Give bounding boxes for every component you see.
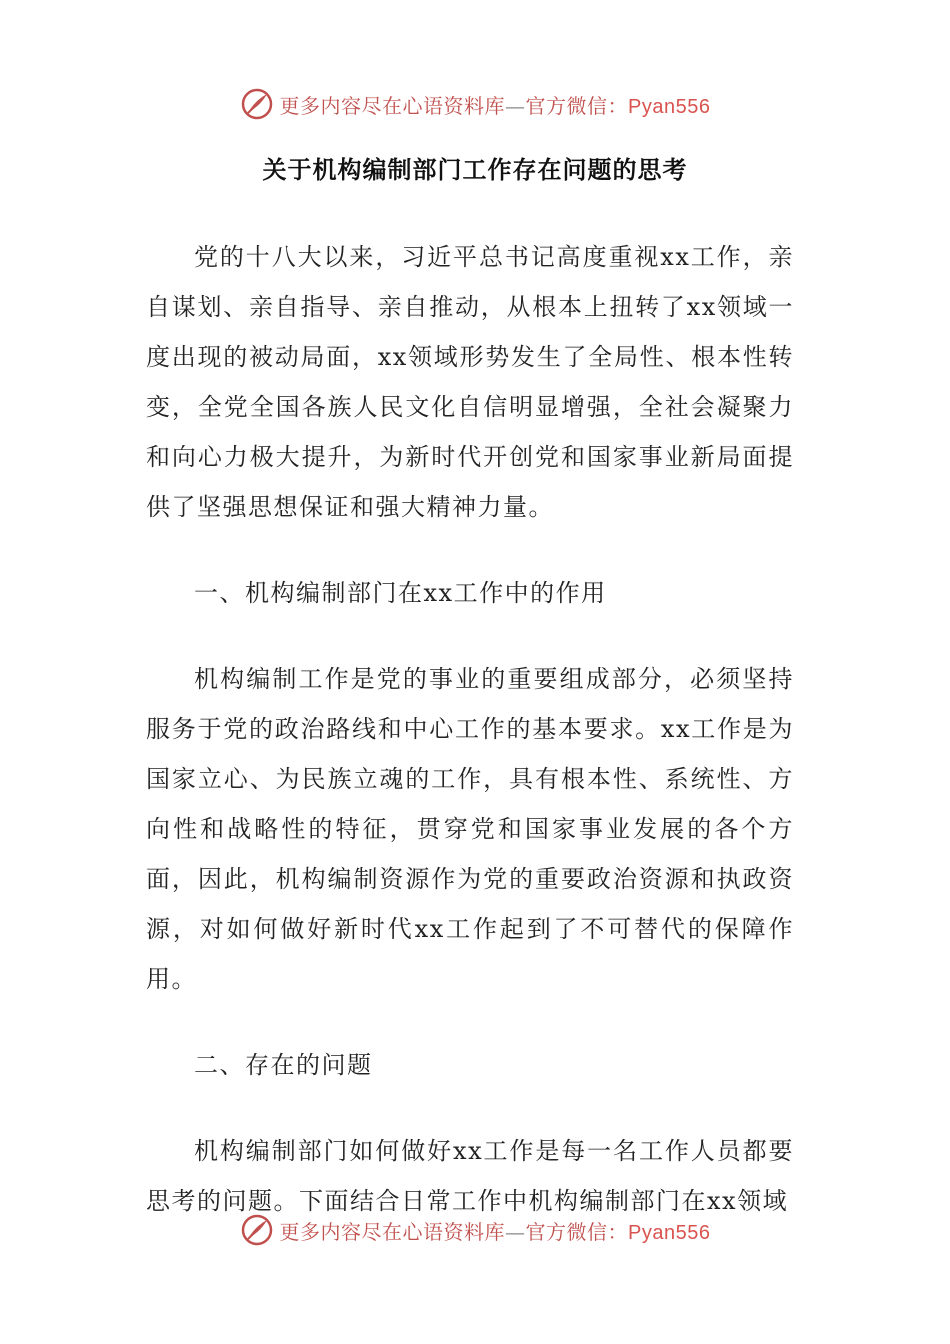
document-body bbox=[146, 232, 794, 1226]
document-title: 关于机构编制部门工作存在问题的思考 bbox=[262, 155, 688, 184]
watermark-handle: Pyan556 bbox=[628, 1221, 711, 1244]
section-heading-1: 一、机构编制部门在xx工作中的作用 bbox=[194, 579, 607, 607]
paragraph-role: 机构编制工作是党的事业的重要组成部分，必须坚持服务于党的政治路线和中心工作的基本要求。xx工作是为国家立心、为民族立魂的工作，具有根本性、系统性、方向性和战略性的特征，贯穿党和国家事业发展的各个方面，因此，机构编制资源作为党的重要政治资源和执政资源，对如何做好新时代xx工作起到了不可替代的保障作用。 bbox=[146, 665, 794, 993]
section-heading-2: 二、存在的问题 bbox=[194, 1051, 373, 1079]
watermark-handle: Pyan556 bbox=[628, 95, 711, 118]
paragraph-intro: 党的十八大以来，习近平总书记高度重视xx工作，亲自谋划、亲自指导、亲自推动，从根本上扭转了xx领域一度出现的被动局面，xx领域形势发生了全局性、根本性转变，全党全国各族人民文化自信明显增强，全社会凝聚力和向心力极大提升，为新时代开创党和国家事业新局面提供了坚强思想保证和强大精神力量。 bbox=[146, 243, 794, 521]
watermark-banner-bottom bbox=[0, 1210, 950, 1250]
watermark-text: 更多内容尽在心语资料库—官方微信：Pyan556 bbox=[279, 1219, 711, 1244]
watermark-text: 更多内容尽在心语资料库—官方微信：Pyan556 bbox=[279, 93, 711, 118]
watermark-banner-top bbox=[0, 84, 950, 124]
quill-logo-icon bbox=[240, 1213, 274, 1247]
quill-logo-icon bbox=[240, 87, 274, 121]
paragraph-problems: 机构编制部门如何做好xx工作是每一名工作人员都要思考的问题。下面结合日常工作中机构编制部门在xx领域 bbox=[146, 1137, 794, 1215]
